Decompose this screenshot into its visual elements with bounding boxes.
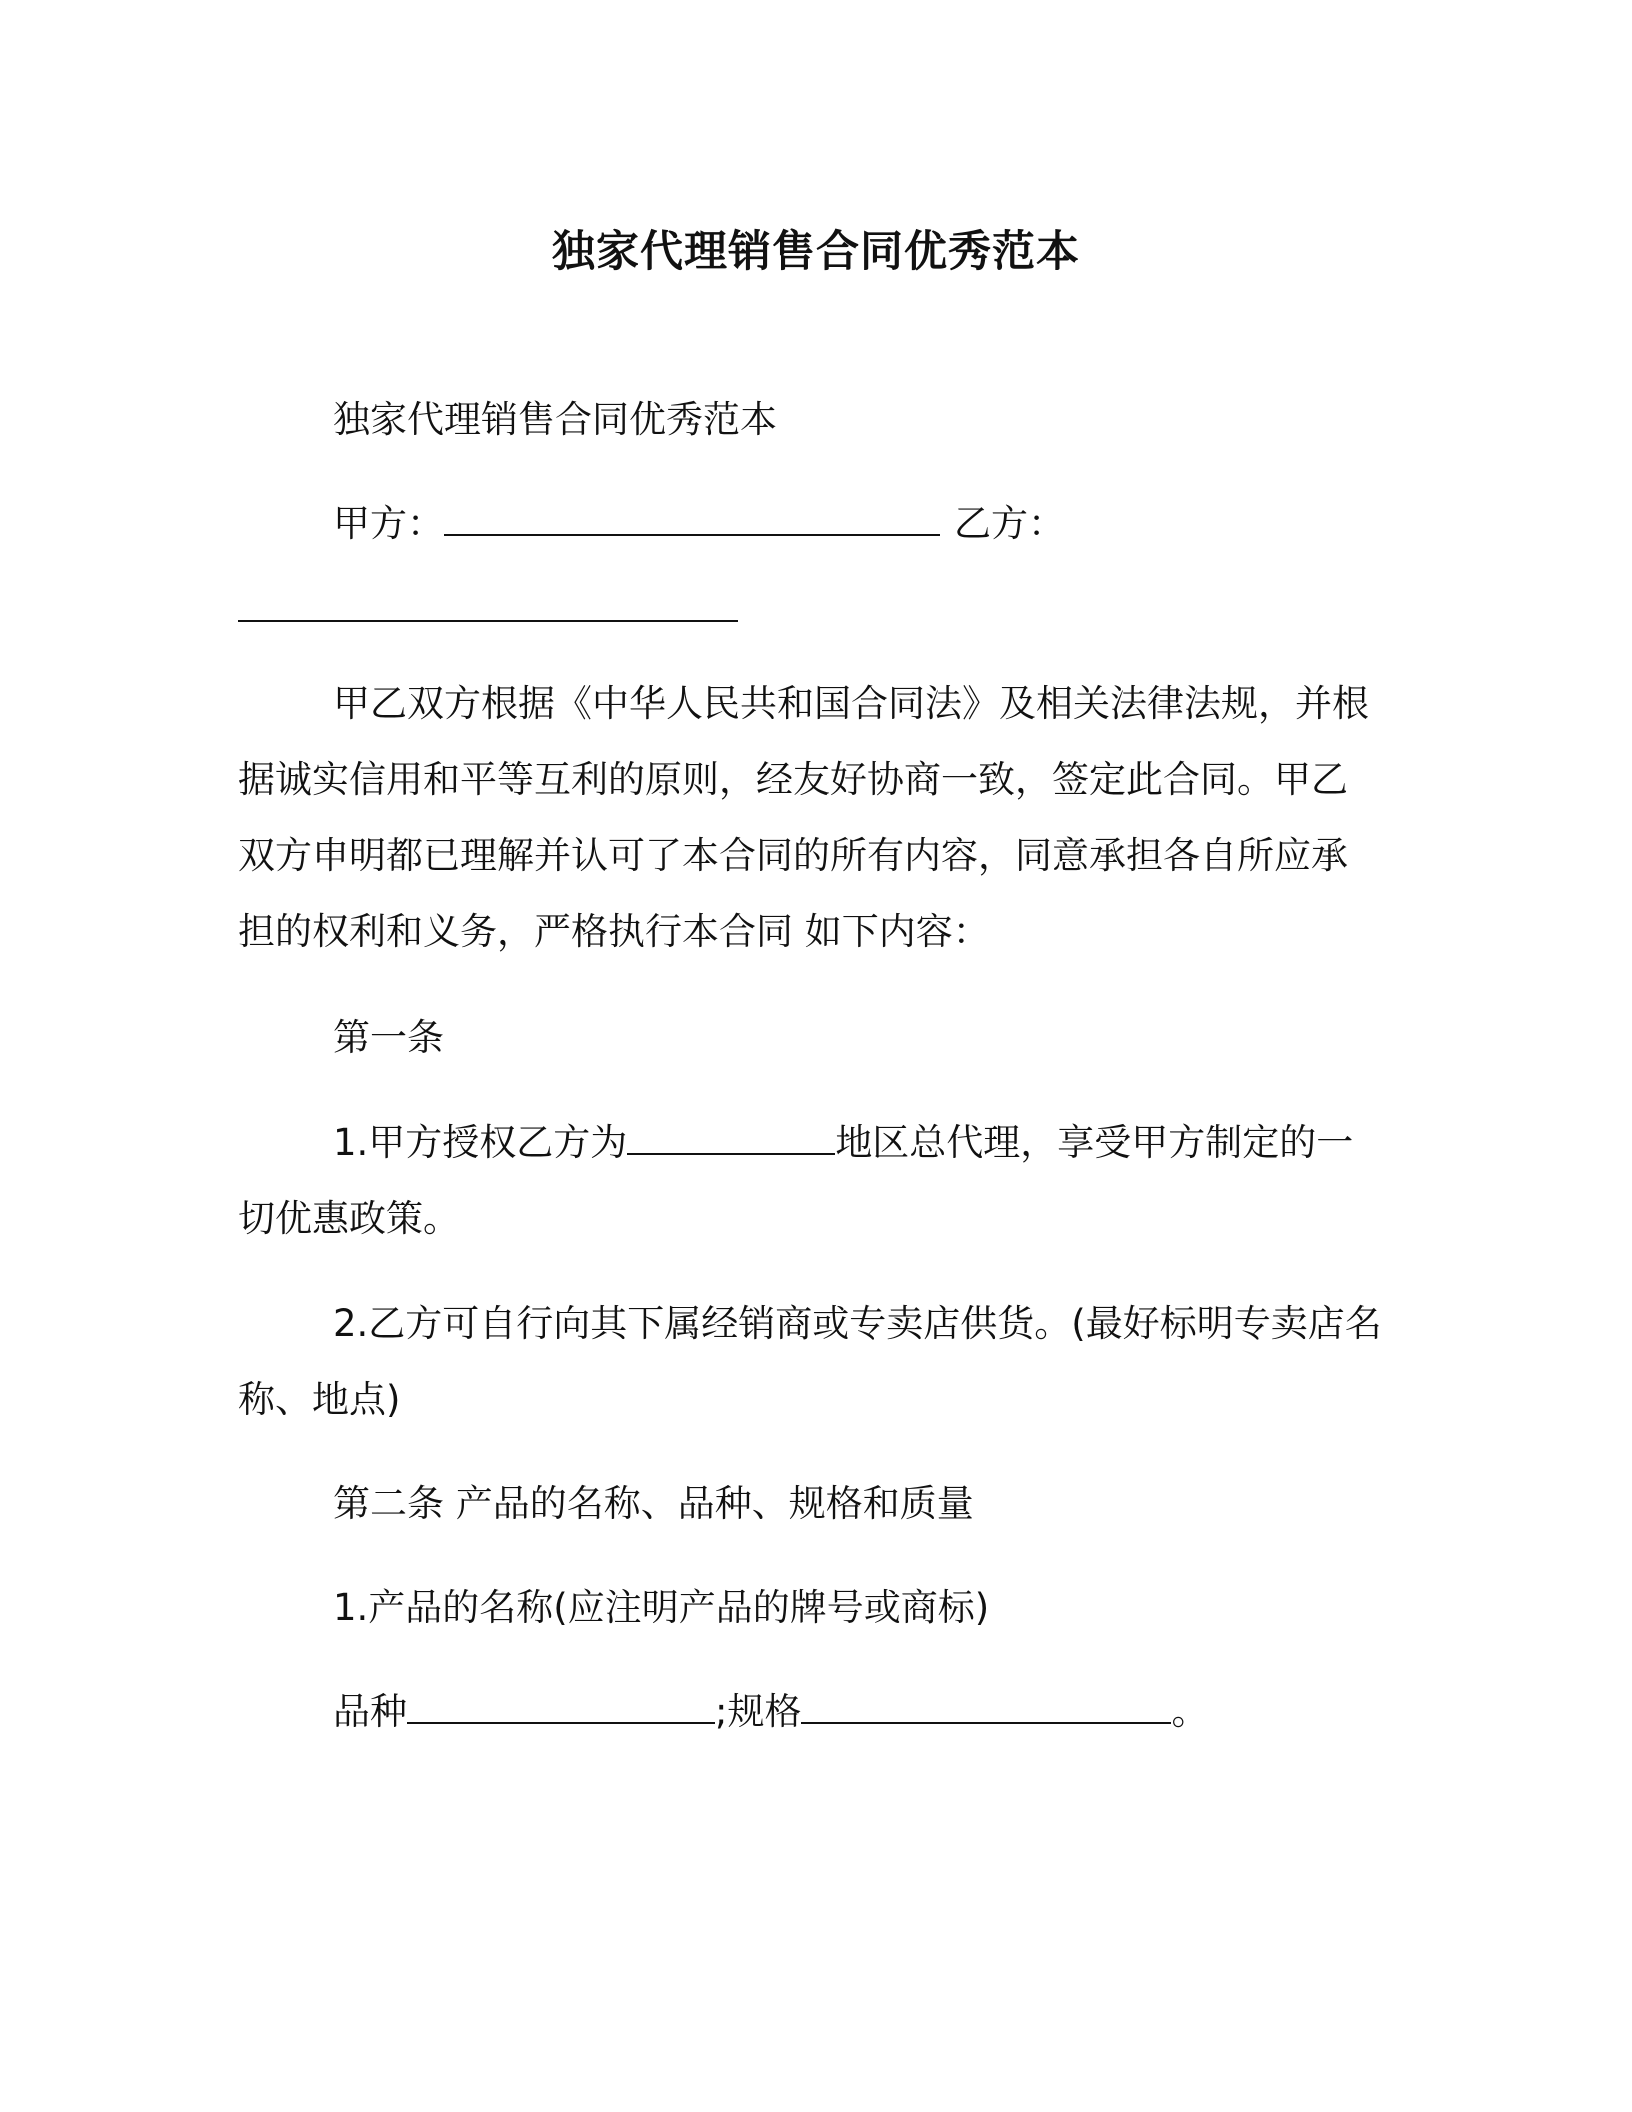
article-1-heading: 第一条 — [333, 1016, 444, 1059]
article-1-clause-1-line-2: 切优惠政策。 — [238, 1197, 460, 1240]
article-1-clause-1 — [333, 1117, 1483, 1169]
clause-1-prefix: 1.甲方授权乙方为 — [333, 1121, 628, 1164]
party-b-blank — [238, 586, 738, 622]
clause-1-suffix: 地区总代理，享受甲方制定的一 — [835, 1121, 1354, 1164]
article-2-heading: 第二条 产品的名称、品种、规格和质量 — [333, 1482, 974, 1525]
parties-line — [333, 498, 1483, 550]
article-1-clause-2: 2.乙方可自行向其下属经销商或专卖店供货。(最好标明专卖店名 — [333, 1302, 1382, 1345]
article-2-clause-1: 1.产品的名称(应注明产品的牌号或商标) — [333, 1586, 990, 1629]
preamble-line-2: 据诚实信用和平等互利的原则，经友好协商一致，签定此合同。甲乙 — [238, 758, 1348, 801]
variety-spec-line — [333, 1686, 1483, 1738]
party-b-label: 乙方： — [954, 502, 1065, 545]
variety-label: 品种 — [333, 1690, 407, 1733]
document-title: 独家代理销售合同优秀范本 — [552, 227, 1080, 277]
region-blank — [627, 1119, 835, 1155]
document-subtitle: 独家代理销售合同优秀范本 — [333, 398, 777, 441]
spec-blank — [801, 1688, 1171, 1724]
party-a-blank — [444, 500, 940, 536]
party-b-blank-line — [238, 584, 1388, 636]
article-1-clause-2-line-2: 称、地点) — [238, 1378, 401, 1421]
variety-blank — [407, 1688, 715, 1724]
preamble-line-1: 甲乙双方根据《中华人民共和国合同法》及相关法律法规，并根 — [333, 682, 1369, 725]
preamble-line-3: 双方申明都已理解并认可了本合同的所有内容，同意承担各自所应承 — [238, 834, 1348, 877]
party-a-label: 甲方： — [333, 502, 444, 545]
end-mark: 。 — [1171, 1690, 1209, 1733]
spec-label: ;规格 — [715, 1690, 802, 1733]
preamble-line-4: 担的权利和义务，严格执行本合同 如下内容： — [238, 910, 990, 953]
